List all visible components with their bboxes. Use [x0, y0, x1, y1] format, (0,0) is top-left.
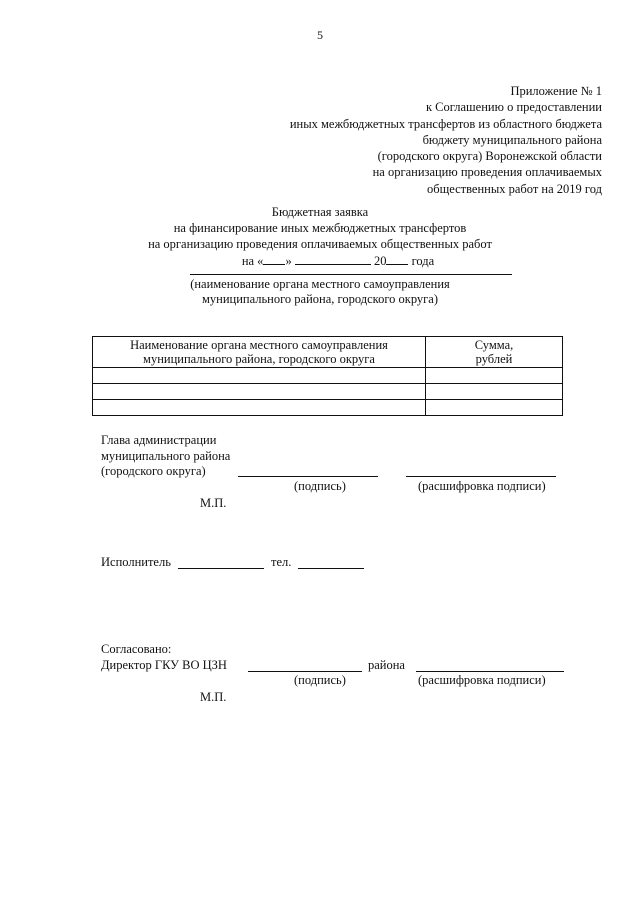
col-header-organ-line-2: муниципального района, городского округа	[143, 352, 375, 366]
appendix-line: на организацию проведения оплачиваемых	[372, 165, 602, 180]
appendix-line: общественных работ на 2019 год	[426, 181, 602, 196]
date-line	[0, 252, 640, 269]
head-stamp: М.П.	[200, 496, 227, 510]
title-line-2: на финансирование иных межбюджетных трансфертов	[173, 221, 467, 235]
table-row	[93, 400, 563, 416]
director-decoding-line	[416, 671, 564, 672]
date-mid: »	[285, 254, 292, 268]
director-signature-caption: (подпись)	[294, 673, 346, 687]
table-cell[interactable]	[426, 368, 563, 384]
head-decoding-line	[406, 476, 556, 477]
appendix-line: (городского округа) Воронежской области	[377, 149, 602, 164]
table-row	[93, 368, 563, 384]
director-district-line	[248, 671, 362, 672]
date-suffix: года	[411, 254, 435, 268]
org-caption-line-1: (наименование органа местного самоуправления	[190, 277, 450, 291]
col-header-organ-line-1: Наименование органа местного самоуправления	[130, 338, 388, 352]
title-line-3: на организацию проведения оплачиваемых общественных работ	[148, 237, 492, 251]
head-decoding-caption: (расшифровка подписи)	[418, 479, 546, 493]
agreed-label: Согласовано:	[101, 642, 172, 656]
col-header-sum-line-2: рублей	[475, 352, 513, 366]
head-signature-line	[238, 476, 378, 477]
year-blank	[386, 252, 408, 265]
day-blank	[263, 252, 285, 265]
table-header-row	[93, 337, 563, 368]
district-label: района	[368, 658, 405, 672]
tel-label: тел.	[271, 555, 292, 569]
appendix-line: иных межбюджетных трансфертов из областного бюджета	[289, 116, 602, 131]
table-cell[interactable]	[426, 400, 563, 416]
head-title-line-2: муниципального района	[101, 449, 231, 463]
table-cell[interactable]	[93, 400, 426, 416]
table-cell[interactable]	[93, 368, 426, 384]
appendix-line: бюджету муниципального района	[422, 132, 602, 147]
head-title-line-3: (городского округа)	[101, 464, 206, 478]
executor-line	[178, 568, 264, 569]
table-row	[93, 384, 563, 400]
table-cell[interactable]	[93, 384, 426, 400]
org-caption-line-2: муниципального района, городского округа)	[201, 292, 439, 306]
appendix-header	[290, 83, 602, 197]
col-header-sum	[426, 337, 563, 368]
tel-line	[298, 568, 364, 569]
director-decoding-caption: (расшифровка подписи)	[418, 673, 546, 687]
date-year: 20	[373, 254, 387, 268]
director-stamp: М.П.	[200, 690, 227, 704]
head-title-line-1: Глава администрации	[101, 433, 217, 447]
appendix-line: Приложение № 1	[510, 84, 602, 98]
director-label: Директор ГКУ ВО ЦЗН	[101, 658, 227, 672]
col-header-organ	[93, 337, 426, 368]
table-cell[interactable]	[426, 384, 563, 400]
month-blank	[295, 252, 371, 265]
document-title	[0, 204, 640, 269]
executor-label: Исполнитель	[101, 555, 171, 569]
col-header-sum-line-1: Сумма,	[474, 338, 514, 352]
appendix-line: к Соглашению о предоставлении	[425, 100, 602, 115]
head-signature-caption: (подпись)	[294, 479, 346, 493]
org-name-line	[190, 274, 512, 275]
title-line-1: Бюджетная заявка	[271, 205, 369, 219]
budget-table	[92, 336, 563, 416]
page-number: 5	[317, 28, 323, 42]
date-prefix: на «	[241, 254, 264, 268]
org-caption	[0, 277, 640, 307]
